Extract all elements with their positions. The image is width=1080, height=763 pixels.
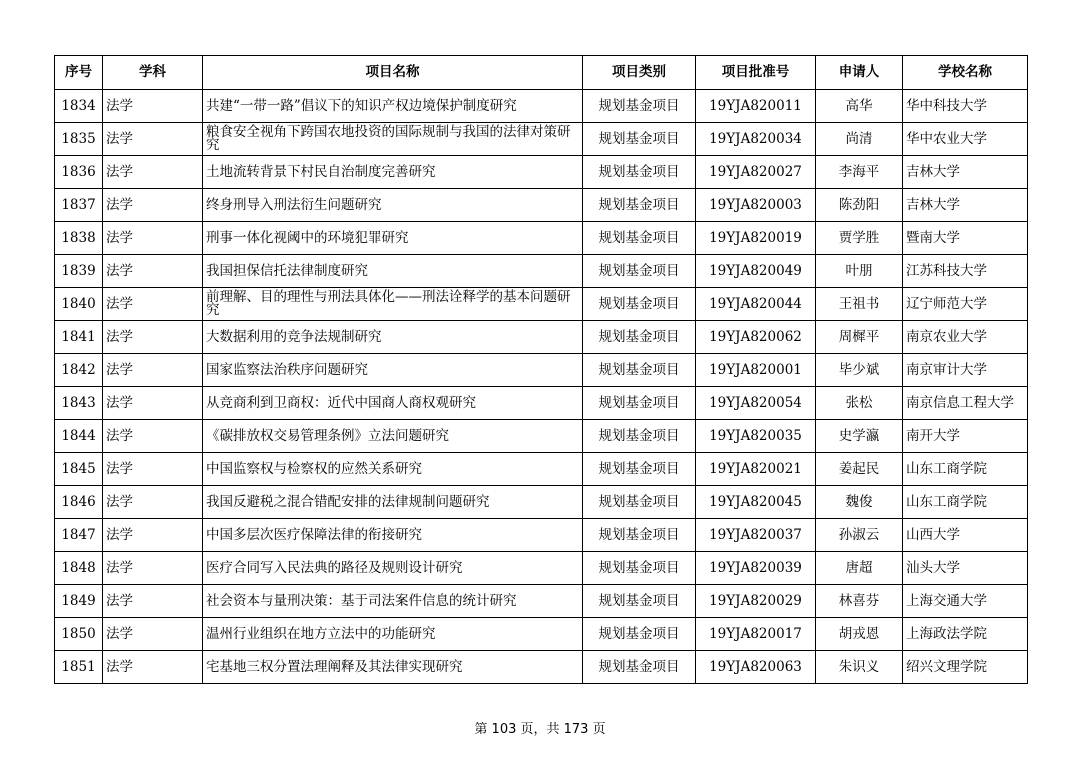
cell-approval-number: 19YJA820017 [696, 618, 816, 651]
cell-project-category: 规划基金项目 [583, 420, 696, 453]
cell-serial: 1841 [55, 321, 103, 354]
cell-approval-number: 19YJA820054 [696, 387, 816, 420]
cell-serial: 1848 [55, 552, 103, 585]
cell-applicant: 魏俊 [816, 486, 903, 519]
cell-project-category: 规划基金项目 [583, 354, 696, 387]
cell-discipline: 法学 [103, 651, 203, 684]
table-row [55, 387, 1028, 420]
cell-applicant: 张松 [816, 387, 903, 420]
cell-project-name: 大数据利用的竞争法规制研究 [203, 321, 583, 354]
cell-project-name: 国家监察法治秩序问题研究 [203, 354, 583, 387]
cell-project-name: 《碳排放权交易管理条例》立法问题研究 [203, 420, 583, 453]
cell-discipline: 法学 [103, 552, 203, 585]
cell-applicant: 王祖书 [816, 288, 903, 321]
cell-serial: 1838 [55, 222, 103, 255]
cell-discipline: 法学 [103, 90, 203, 123]
cell-discipline: 法学 [103, 288, 203, 321]
cell-approval-number: 19YJA820029 [696, 585, 816, 618]
cell-discipline: 法学 [103, 156, 203, 189]
cell-project-name: 从竞商利到卫商权：近代中国商人商权观研究 [203, 387, 583, 420]
cell-school-name: 山西大学 [903, 519, 1028, 552]
cell-approval-number: 19YJA820062 [696, 321, 816, 354]
cell-serial: 1850 [55, 618, 103, 651]
cell-project-category: 规划基金项目 [583, 453, 696, 486]
cell-approval-number: 19YJA820021 [696, 453, 816, 486]
table-row [55, 519, 1028, 552]
cell-school-name: 上海政法学院 [903, 618, 1028, 651]
cell-project-name: 医疗合同写入民法典的路径及规则设计研究 [203, 552, 583, 585]
cell-approval-number: 19YJA820063 [696, 651, 816, 684]
cell-school-name: 辽宁师范大学 [903, 288, 1028, 321]
table-header-row [55, 56, 1028, 90]
table-row [55, 156, 1028, 189]
page-footer: 第 103 页，共 173 页 [474, 722, 606, 737]
cell-serial: 1839 [55, 255, 103, 288]
cell-applicant: 陈劲阳 [816, 189, 903, 222]
cell-project-category: 规划基金项目 [583, 552, 696, 585]
cell-school-name: 吉林大学 [903, 156, 1028, 189]
table-row [55, 552, 1028, 585]
cell-school-name: 暨南大学 [903, 222, 1028, 255]
table-row [55, 288, 1028, 321]
cell-applicant: 尚清 [816, 123, 903, 156]
cell-project-name: 中国多层次医疗保障法律的衔接研究 [203, 519, 583, 552]
cell-school-name: 吉林大学 [903, 189, 1028, 222]
table-row [55, 618, 1028, 651]
cell-approval-number: 19YJA820044 [696, 288, 816, 321]
project-table [54, 55, 1028, 684]
table-row [55, 90, 1028, 123]
cell-school-name: 华中农业大学 [903, 123, 1028, 156]
cell-applicant: 朱识义 [816, 651, 903, 684]
cell-serial: 1847 [55, 519, 103, 552]
cell-school-name: 南京信息工程大学 [903, 387, 1028, 420]
cell-approval-number: 19YJA820027 [696, 156, 816, 189]
cell-project-name: 中国监察权与检察权的应然关系研究 [203, 453, 583, 486]
cell-project-category: 规划基金项目 [583, 189, 696, 222]
cell-approval-number: 19YJA820001 [696, 354, 816, 387]
cell-discipline: 法学 [103, 387, 203, 420]
cell-approval-number: 19YJA820037 [696, 519, 816, 552]
cell-approval-number: 19YJA820035 [696, 420, 816, 453]
cell-project-name: 前理解、目的理性与刑法具体化——刑法诠释学的基本问题研究 [203, 288, 583, 321]
cell-approval-number: 19YJA820049 [696, 255, 816, 288]
cell-serial: 1835 [55, 123, 103, 156]
cell-applicant: 叶朋 [816, 255, 903, 288]
cell-project-name: 粮食安全视角下跨国农地投资的国际规制与我国的法律对策研究 [203, 123, 583, 156]
cell-discipline: 法学 [103, 255, 203, 288]
cell-project-category: 规划基金项目 [583, 585, 696, 618]
cell-school-name: 南京审计大学 [903, 354, 1028, 387]
table-row [55, 651, 1028, 684]
cell-project-category: 规划基金项目 [583, 156, 696, 189]
cell-school-name: 绍兴文理学院 [903, 651, 1028, 684]
table-row [55, 585, 1028, 618]
cell-applicant: 贾学胜 [816, 222, 903, 255]
table-row [55, 453, 1028, 486]
header-serial: 序号 [55, 56, 103, 90]
cell-serial: 1842 [55, 354, 103, 387]
cell-applicant: 毕少斌 [816, 354, 903, 387]
cell-applicant: 唐超 [816, 552, 903, 585]
table-row [55, 222, 1028, 255]
cell-project-category: 规划基金项目 [583, 387, 696, 420]
table-row [55, 255, 1028, 288]
cell-discipline: 法学 [103, 123, 203, 156]
cell-discipline: 法学 [103, 486, 203, 519]
cell-project-category: 规划基金项目 [583, 222, 696, 255]
cell-serial: 1843 [55, 387, 103, 420]
cell-applicant: 胡戎恩 [816, 618, 903, 651]
header-applicant: 申请人 [816, 56, 903, 90]
cell-applicant: 史学瀛 [816, 420, 903, 453]
cell-school-name: 山东工商学院 [903, 453, 1028, 486]
cell-project-name: 社会资本与量刑决策：基于司法案件信息的统计研究 [203, 585, 583, 618]
cell-project-category: 规划基金项目 [583, 651, 696, 684]
cell-discipline: 法学 [103, 189, 203, 222]
cell-project-name: 温州行业组织在地方立法中的功能研究 [203, 618, 583, 651]
cell-serial: 1845 [55, 453, 103, 486]
cell-serial: 1844 [55, 420, 103, 453]
header-project-category: 项目类别 [583, 56, 696, 90]
cell-discipline: 法学 [103, 585, 203, 618]
cell-project-category: 规划基金项目 [583, 618, 696, 651]
cell-project-name: 我国反避税之混合错配安排的法律规制问题研究 [203, 486, 583, 519]
table-row [55, 486, 1028, 519]
header-project-name: 项目名称 [203, 56, 583, 90]
cell-discipline: 法学 [103, 222, 203, 255]
cell-project-category: 规划基金项目 [583, 288, 696, 321]
cell-school-name: 山东工商学院 [903, 486, 1028, 519]
cell-approval-number: 19YJA820003 [696, 189, 816, 222]
cell-discipline: 法学 [103, 354, 203, 387]
cell-serial: 1836 [55, 156, 103, 189]
cell-applicant: 李海平 [816, 156, 903, 189]
cell-serial: 1849 [55, 585, 103, 618]
cell-approval-number: 19YJA820045 [696, 486, 816, 519]
cell-approval-number: 19YJA820011 [696, 90, 816, 123]
cell-serial: 1834 [55, 90, 103, 123]
cell-approval-number: 19YJA820039 [696, 552, 816, 585]
cell-project-category: 规划基金项目 [583, 90, 696, 123]
table-row [55, 420, 1028, 453]
cell-project-category: 规划基金项目 [583, 519, 696, 552]
cell-applicant: 高华 [816, 90, 903, 123]
cell-school-name: 南京农业大学 [903, 321, 1028, 354]
header-discipline: 学科 [103, 56, 203, 90]
cell-approval-number: 19YJA820019 [696, 222, 816, 255]
cell-school-name: 汕头大学 [903, 552, 1028, 585]
cell-project-category: 规划基金项目 [583, 321, 696, 354]
table-row [55, 123, 1028, 156]
table-row [55, 354, 1028, 387]
cell-discipline: 法学 [103, 519, 203, 552]
cell-applicant: 周樨平 [816, 321, 903, 354]
cell-school-name: 华中科技大学 [903, 90, 1028, 123]
cell-project-name: 共建“一带一路”倡议下的知识产权边境保护制度研究 [203, 90, 583, 123]
cell-discipline: 法学 [103, 453, 203, 486]
cell-serial: 1851 [55, 651, 103, 684]
cell-project-name: 刑事一体化视阈中的环境犯罪研究 [203, 222, 583, 255]
cell-project-name: 终身刑导入刑法衍生问题研究 [203, 189, 583, 222]
cell-school-name: 江苏科技大学 [903, 255, 1028, 288]
cell-discipline: 法学 [103, 618, 203, 651]
cell-applicant: 姜起民 [816, 453, 903, 486]
cell-serial: 1840 [55, 288, 103, 321]
cell-applicant: 孙淑云 [816, 519, 903, 552]
cell-project-category: 规划基金项目 [583, 486, 696, 519]
cell-serial: 1846 [55, 486, 103, 519]
cell-school-name: 上海交通大学 [903, 585, 1028, 618]
cell-project-name: 我国担保信托法律制度研究 [203, 255, 583, 288]
table-row [55, 189, 1028, 222]
cell-project-category: 规划基金项目 [583, 255, 696, 288]
header-school-name: 学校名称 [903, 56, 1028, 90]
table-row [55, 321, 1028, 354]
cell-serial: 1837 [55, 189, 103, 222]
cell-project-category: 规划基金项目 [583, 123, 696, 156]
cell-approval-number: 19YJA820034 [696, 123, 816, 156]
cell-project-name: 宅基地三权分置法理阐释及其法律实现研究 [203, 651, 583, 684]
cell-project-name: 土地流转背景下村民自治制度完善研究 [203, 156, 583, 189]
cell-discipline: 法学 [103, 420, 203, 453]
cell-applicant: 林喜芬 [816, 585, 903, 618]
cell-school-name: 南开大学 [903, 420, 1028, 453]
cell-discipline: 法学 [103, 321, 203, 354]
header-approval-number: 项目批准号 [696, 56, 816, 90]
